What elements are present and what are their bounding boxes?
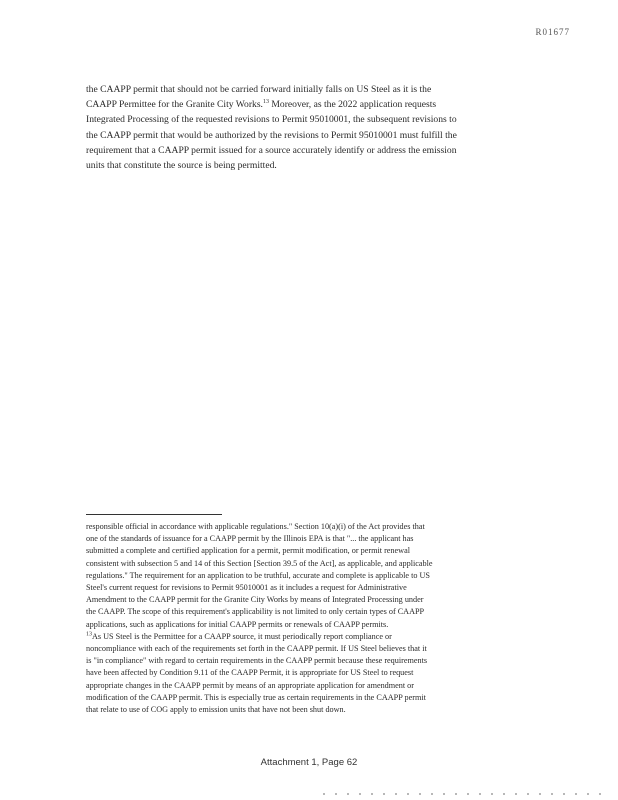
body-line: requirement that a CAAPP permit issued for a source accurately identify or address the emission — [86, 144, 457, 156]
footnote-line: submitted a complete and certified application for a permit, permit modification, or permit renewal — [86, 546, 410, 556]
page-footer: Attachment 1, Page 62 — [260, 757, 358, 768]
body-paragraph — [86, 82, 532, 173]
footnote-ref: 13 — [262, 99, 269, 106]
footnote-line-text: As US Steel is the Permittee for a CAAPP source, it must periodically report compliance or — [92, 631, 392, 641]
body-line-tail: Moreover, as the 2022 application requests — [268, 99, 437, 111]
footnote-line: applications, such as applications for initial CAAPP permits or renewals of CAAPP permits. — [86, 619, 389, 629]
footnote-line: that relate to use of COG apply to emission units that have not been shut down. — [86, 705, 346, 715]
body-line: Integrated Processing of the requested revisions to Permit 95010001, the subsequent revisions to — [86, 114, 457, 126]
footnote-line — [86, 631, 532, 643]
document-id: R01677 — [535, 27, 570, 37]
body-line: the CAAPP permit that should not be carried forward initially falls on US Steel as it is the — [86, 84, 432, 95]
footnote-line: noncompliance with each of the requirements set forth in the CAAPP permit. If US Steel believes that it — [86, 644, 427, 654]
footnote-line: Amendment to the CAAPP permit for the Granite City Works by means of Integrated Processing under — [86, 595, 424, 605]
footnote-line: Steel's current request for revisions to Permit 95010001 as it includes a request for Administrative — [86, 583, 407, 593]
body-line — [86, 97, 532, 112]
footnote-line: one of the standards of issuance for a CAAPP permit by the Illinois EPA is that "... the applicant has — [86, 534, 414, 544]
footnote-line: is "in compliance" with regard to certain requirements in the CAAPP permit because these requirements — [86, 656, 428, 666]
footnote-line: regulations." The requirement for an application to be truthful, accurate and complete is applicable to US — [86, 570, 430, 580]
footnote-number: 13 — [86, 631, 92, 638]
scan-artifact-dots — [318, 793, 603, 795]
footnote-line: have been affected by Condition 9.11 of the CAAPP Permit, it is appropriate for US Steel to request — [86, 668, 414, 678]
body-line-text: CAAPP Permittee for the Granite City Works. — [86, 99, 263, 111]
footnote-separator — [86, 514, 222, 515]
footnote-line: responsible official in accordance with applicable regulations." Section 10(a)(i) of the Act provides that — [86, 522, 425, 531]
footnotes — [86, 521, 532, 716]
footnote-line: the CAAPP. The scope of this requirement's applicability is not limited to only certain types of CAAPP — [86, 607, 425, 617]
footnote-line: appropriate changes in the CAAPP permit by means of an appropriate application for amendment or — [86, 680, 415, 690]
body-line: units that constitute the source is being permitted. — [86, 160, 277, 172]
footnote-line: consistent with subsection 5 and 14 of this Section [Section 39.5 of the Act], as applicable, and applicable — [86, 558, 433, 568]
body-line: the CAAPP permit that would be authorized by the revisions to Permit 95010001 must fulfill the — [86, 129, 457, 141]
footnote-line: modification of the CAAPP permit. This is especially true as certain requirements in the CAAPP permit — [86, 692, 426, 702]
